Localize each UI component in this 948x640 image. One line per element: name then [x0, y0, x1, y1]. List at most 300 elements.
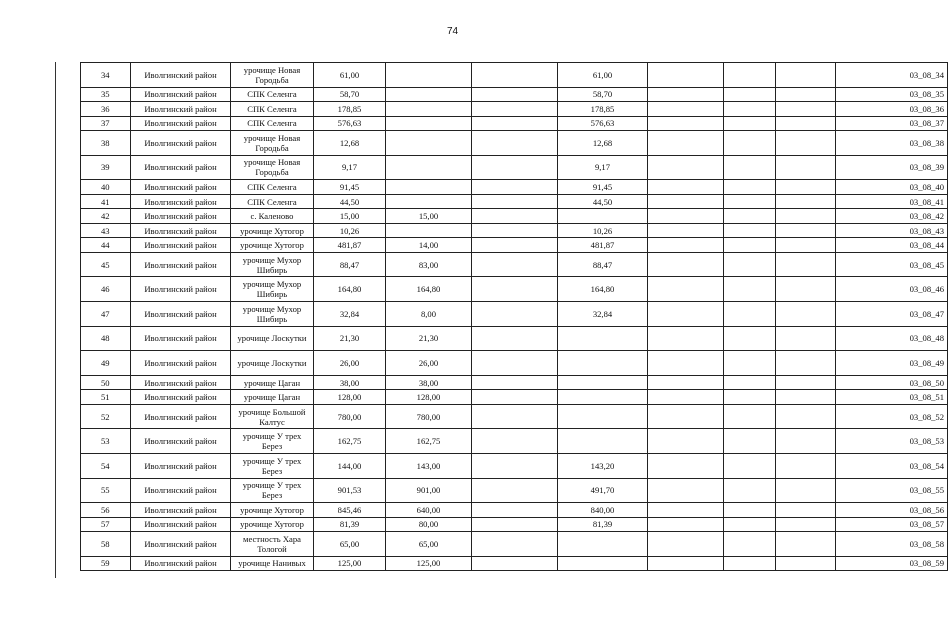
total-area: 901,53	[314, 478, 386, 503]
area-col-4	[648, 404, 724, 429]
area-col-3: 576,63	[558, 116, 648, 131]
area-col-1: 901,00	[386, 478, 472, 503]
area-col-3: 88,47	[558, 252, 648, 277]
plot-code: 03_08_37	[836, 116, 948, 131]
area-col-1	[386, 155, 472, 180]
area-col-6	[776, 390, 836, 405]
area-col-4	[648, 155, 724, 180]
area-col-3: 9,17	[558, 155, 648, 180]
area-col-6	[776, 277, 836, 302]
area-col-6	[776, 116, 836, 131]
table-row	[81, 131, 948, 156]
area-col-2	[472, 556, 558, 571]
plot-code: 03_08_44	[836, 238, 948, 253]
area-col-2	[472, 532, 558, 557]
row-number: 42	[81, 209, 131, 224]
place-name: урочище Мухор Шибирь	[231, 301, 314, 326]
area-col-2	[472, 252, 558, 277]
area-col-1: 65,00	[386, 532, 472, 557]
area-col-6	[776, 63, 836, 88]
page-number: 74	[446, 26, 459, 37]
plot-code: 03_08_40	[836, 180, 948, 195]
area-col-5	[724, 301, 776, 326]
area-col-6	[776, 375, 836, 390]
table-body	[81, 63, 948, 571]
area-col-5	[724, 503, 776, 518]
area-col-4	[648, 102, 724, 117]
table-row	[81, 223, 948, 238]
area-col-1: 14,00	[386, 238, 472, 253]
area-col-5	[724, 102, 776, 117]
row-number: 53	[81, 429, 131, 454]
table-row	[81, 155, 948, 180]
area-col-6	[776, 351, 836, 376]
table-row	[81, 87, 948, 102]
district-name: Иволгинский район	[131, 131, 231, 156]
area-col-3	[558, 209, 648, 224]
place-name: урочище Хутогор	[231, 517, 314, 532]
area-col-4	[648, 503, 724, 518]
row-number: 35	[81, 87, 131, 102]
area-col-3	[558, 532, 648, 557]
area-col-3	[558, 351, 648, 376]
row-number: 48	[81, 326, 131, 351]
area-col-5	[724, 223, 776, 238]
area-col-2	[472, 478, 558, 503]
area-col-1: 164,80	[386, 277, 472, 302]
area-col-1	[386, 87, 472, 102]
table-row	[81, 351, 948, 376]
district-name: Иволгинский район	[131, 194, 231, 209]
plot-code: 03_08_50	[836, 375, 948, 390]
plot-code: 03_08_41	[836, 194, 948, 209]
plot-code: 03_08_47	[836, 301, 948, 326]
area-col-5	[724, 390, 776, 405]
plot-code: 03_08_52	[836, 404, 948, 429]
area-col-2	[472, 277, 558, 302]
area-col-4	[648, 556, 724, 571]
place-name: урочище Новая Городьба	[231, 63, 314, 88]
place-name: местность Хара Тологой	[231, 532, 314, 557]
row-number: 34	[81, 63, 131, 88]
area-col-4	[648, 223, 724, 238]
area-col-4	[648, 478, 724, 503]
area-col-4	[648, 63, 724, 88]
area-col-5	[724, 155, 776, 180]
place-name: с. Каленово	[231, 209, 314, 224]
area-col-2	[472, 517, 558, 532]
area-col-4	[648, 277, 724, 302]
district-name: Иволгинский район	[131, 532, 231, 557]
area-col-2	[472, 429, 558, 454]
total-area: 44,50	[314, 194, 386, 209]
area-col-1: 780,00	[386, 404, 472, 429]
place-name: СПК Селенга	[231, 116, 314, 131]
table-row	[81, 503, 948, 518]
area-col-3: 840,00	[558, 503, 648, 518]
area-col-5	[724, 87, 776, 102]
area-col-3: 12,68	[558, 131, 648, 156]
row-number: 49	[81, 351, 131, 376]
row-number: 43	[81, 223, 131, 238]
area-col-3: 61,00	[558, 63, 648, 88]
table-row	[81, 556, 948, 571]
plot-code: 03_08_42	[836, 209, 948, 224]
area-col-5	[724, 194, 776, 209]
area-col-3: 143,20	[558, 453, 648, 478]
district-name: Иволгинский район	[131, 478, 231, 503]
area-col-4	[648, 238, 724, 253]
area-col-3: 164,80	[558, 277, 648, 302]
area-col-6	[776, 478, 836, 503]
table-row	[81, 390, 948, 405]
area-col-1	[386, 63, 472, 88]
total-area: 845,46	[314, 503, 386, 518]
total-area: 164,80	[314, 277, 386, 302]
area-col-5	[724, 517, 776, 532]
area-col-3: 178,85	[558, 102, 648, 117]
total-area: 26,00	[314, 351, 386, 376]
district-name: Иволгинский район	[131, 404, 231, 429]
place-name: урочище Нанивых	[231, 556, 314, 571]
place-name: урочище Большой Калтус	[231, 404, 314, 429]
table-row	[81, 404, 948, 429]
area-col-2	[472, 326, 558, 351]
area-col-5	[724, 375, 776, 390]
district-name: Иволгинский район	[131, 326, 231, 351]
district-name: Иволгинский район	[131, 116, 231, 131]
plot-code: 03_08_43	[836, 223, 948, 238]
table-row	[81, 517, 948, 532]
place-name: СПК Селенга	[231, 102, 314, 117]
place-name: урочище Новая Городьба	[231, 131, 314, 156]
area-col-4	[648, 351, 724, 376]
row-number: 46	[81, 277, 131, 302]
area-col-3	[558, 429, 648, 454]
area-col-6	[776, 556, 836, 571]
area-col-5	[724, 277, 776, 302]
area-col-2	[472, 223, 558, 238]
row-number: 41	[81, 194, 131, 209]
row-number: 45	[81, 252, 131, 277]
plot-code: 03_08_56	[836, 503, 948, 518]
area-col-6	[776, 194, 836, 209]
district-name: Иволгинский район	[131, 155, 231, 180]
plot-code: 03_08_38	[836, 131, 948, 156]
area-col-6	[776, 532, 836, 557]
area-col-3: 10,26	[558, 223, 648, 238]
area-col-1	[386, 131, 472, 156]
plot-code: 03_08_48	[836, 326, 948, 351]
district-name: Иволгинский район	[131, 517, 231, 532]
area-col-1: 162,75	[386, 429, 472, 454]
plot-code: 03_08_39	[836, 155, 948, 180]
area-col-3	[558, 390, 648, 405]
area-col-6	[776, 301, 836, 326]
total-area: 128,00	[314, 390, 386, 405]
total-area: 576,63	[314, 116, 386, 131]
area-col-1: 640,00	[386, 503, 472, 518]
plot-code: 03_08_58	[836, 532, 948, 557]
district-name: Иволгинский район	[131, 102, 231, 117]
area-col-4	[648, 453, 724, 478]
plot-code: 03_08_53	[836, 429, 948, 454]
district-name: Иволгинский район	[131, 556, 231, 571]
area-col-5	[724, 429, 776, 454]
area-col-4	[648, 116, 724, 131]
area-col-5	[724, 209, 776, 224]
table-row	[81, 116, 948, 131]
district-name: Иволгинский район	[131, 503, 231, 518]
row-number: 51	[81, 390, 131, 405]
total-area: 144,00	[314, 453, 386, 478]
area-col-2	[472, 375, 558, 390]
area-col-2	[472, 180, 558, 195]
area-col-5	[724, 63, 776, 88]
area-col-2	[472, 453, 558, 478]
plot-code: 03_08_49	[836, 351, 948, 376]
row-number: 39	[81, 155, 131, 180]
district-name: Иволгинский район	[131, 63, 231, 88]
row-number: 57	[81, 517, 131, 532]
area-col-4	[648, 131, 724, 156]
plot-code: 03_08_34	[836, 63, 948, 88]
district-name: Иволгинский район	[131, 277, 231, 302]
district-name: Иволгинский район	[131, 351, 231, 376]
area-col-4	[648, 301, 724, 326]
area-col-6	[776, 209, 836, 224]
district-name: Иволгинский район	[131, 390, 231, 405]
place-name: урочище Хутогор	[231, 503, 314, 518]
place-name: урочище У трех Берез	[231, 478, 314, 503]
total-area: 65,00	[314, 532, 386, 557]
district-name: Иволгинский район	[131, 453, 231, 478]
area-col-4	[648, 517, 724, 532]
area-col-5	[724, 404, 776, 429]
area-col-2	[472, 63, 558, 88]
area-col-3: 58,70	[558, 87, 648, 102]
place-name: урочище У трех Берез	[231, 453, 314, 478]
area-col-6	[776, 223, 836, 238]
district-name: Иволгинский район	[131, 375, 231, 390]
area-col-2	[472, 209, 558, 224]
district-name: Иволгинский район	[131, 180, 231, 195]
table-row	[81, 63, 948, 88]
area-col-1: 8,00	[386, 301, 472, 326]
row-number: 55	[81, 478, 131, 503]
area-col-2	[472, 87, 558, 102]
total-area: 125,00	[314, 556, 386, 571]
area-col-2	[472, 131, 558, 156]
area-col-6	[776, 180, 836, 195]
area-col-5	[724, 556, 776, 571]
area-col-1: 128,00	[386, 390, 472, 405]
place-name: СПК Селенга	[231, 180, 314, 195]
area-col-2	[472, 503, 558, 518]
district-name: Иволгинский район	[131, 238, 231, 253]
plot-code: 03_08_54	[836, 453, 948, 478]
total-area: 58,70	[314, 87, 386, 102]
plot-code: 03_08_36	[836, 102, 948, 117]
table-row	[81, 194, 948, 209]
row-number: 54	[81, 453, 131, 478]
area-col-4	[648, 326, 724, 351]
table-row	[81, 209, 948, 224]
plot-code: 03_08_59	[836, 556, 948, 571]
area-col-5	[724, 238, 776, 253]
place-name: СПК Селенга	[231, 194, 314, 209]
district-name: Иволгинский район	[131, 301, 231, 326]
area-col-5	[724, 116, 776, 131]
table-row	[81, 301, 948, 326]
table-row	[81, 453, 948, 478]
area-col-1	[386, 223, 472, 238]
place-name: урочище Цаган	[231, 375, 314, 390]
total-area: 21,30	[314, 326, 386, 351]
plot-code: 03_08_55	[836, 478, 948, 503]
row-number: 52	[81, 404, 131, 429]
area-col-1: 143,00	[386, 453, 472, 478]
area-col-6	[776, 131, 836, 156]
row-number: 37	[81, 116, 131, 131]
area-col-2	[472, 238, 558, 253]
row-number: 59	[81, 556, 131, 571]
table-row	[81, 238, 948, 253]
area-col-1	[386, 102, 472, 117]
area-col-1: 21,30	[386, 326, 472, 351]
row-number: 58	[81, 532, 131, 557]
land-plots-table	[80, 62, 948, 571]
area-col-1: 83,00	[386, 252, 472, 277]
area-col-1: 26,00	[386, 351, 472, 376]
table-row	[81, 429, 948, 454]
area-col-4	[648, 194, 724, 209]
area-col-3: 481,87	[558, 238, 648, 253]
place-name: урочище Цаган	[231, 390, 314, 405]
area-col-4	[648, 390, 724, 405]
table-row	[81, 102, 948, 117]
total-area: 38,00	[314, 375, 386, 390]
district-name: Иволгинский район	[131, 252, 231, 277]
total-area: 81,39	[314, 517, 386, 532]
place-name: урочище У трех Берез	[231, 429, 314, 454]
plot-code: 03_08_45	[836, 252, 948, 277]
area-col-3: 32,84	[558, 301, 648, 326]
total-area: 15,00	[314, 209, 386, 224]
area-col-3: 91,45	[558, 180, 648, 195]
area-col-5	[724, 351, 776, 376]
area-col-4	[648, 180, 724, 195]
area-col-1: 80,00	[386, 517, 472, 532]
area-col-6	[776, 429, 836, 454]
area-col-4	[648, 429, 724, 454]
area-col-2	[472, 116, 558, 131]
place-name: урочище Лоскутки	[231, 351, 314, 376]
area-col-2	[472, 404, 558, 429]
total-area: 162,75	[314, 429, 386, 454]
table-row	[81, 375, 948, 390]
total-area: 10,26	[314, 223, 386, 238]
row-number: 56	[81, 503, 131, 518]
area-col-6	[776, 326, 836, 351]
area-col-5	[724, 180, 776, 195]
area-col-4	[648, 532, 724, 557]
area-col-1: 38,00	[386, 375, 472, 390]
area-col-1	[386, 116, 472, 131]
total-area: 481,87	[314, 238, 386, 253]
area-col-5	[724, 453, 776, 478]
table-row	[81, 277, 948, 302]
area-col-1: 15,00	[386, 209, 472, 224]
district-name: Иволгинский район	[131, 87, 231, 102]
area-col-6	[776, 102, 836, 117]
area-col-4	[648, 87, 724, 102]
total-area: 32,84	[314, 301, 386, 326]
row-number: 36	[81, 102, 131, 117]
area-col-5	[724, 532, 776, 557]
area-col-5	[724, 252, 776, 277]
total-area: 178,85	[314, 102, 386, 117]
place-name: СПК Селенга	[231, 87, 314, 102]
area-col-4	[648, 252, 724, 277]
total-area: 9,17	[314, 155, 386, 180]
area-col-2	[472, 351, 558, 376]
total-area: 61,00	[314, 63, 386, 88]
area-col-3: 491,70	[558, 478, 648, 503]
area-col-4	[648, 375, 724, 390]
total-area: 780,00	[314, 404, 386, 429]
place-name: урочище Лоскутки	[231, 326, 314, 351]
total-area: 88,47	[314, 252, 386, 277]
area-col-4	[648, 209, 724, 224]
area-col-6	[776, 252, 836, 277]
area-col-6	[776, 453, 836, 478]
area-col-3	[558, 375, 648, 390]
table-row	[81, 180, 948, 195]
place-name: урочище Хутогор	[231, 223, 314, 238]
area-col-1	[386, 194, 472, 209]
total-area: 91,45	[314, 180, 386, 195]
area-col-6	[776, 155, 836, 180]
area-col-6	[776, 404, 836, 429]
area-col-1: 125,00	[386, 556, 472, 571]
table-row	[81, 252, 948, 277]
row-number: 38	[81, 131, 131, 156]
place-name: урочище Мухор Шибирь	[231, 277, 314, 302]
area-col-2	[472, 390, 558, 405]
area-col-2	[472, 155, 558, 180]
area-col-3	[558, 404, 648, 429]
area-col-2	[472, 194, 558, 209]
row-number: 44	[81, 238, 131, 253]
area-col-6	[776, 238, 836, 253]
total-area: 12,68	[314, 131, 386, 156]
area-col-3: 81,39	[558, 517, 648, 532]
area-col-6	[776, 87, 836, 102]
plot-code: 03_08_46	[836, 277, 948, 302]
place-name: урочище Мухор Шибирь	[231, 252, 314, 277]
margin-line	[55, 62, 56, 578]
table-row	[81, 532, 948, 557]
district-name: Иволгинский район	[131, 223, 231, 238]
area-col-5	[724, 131, 776, 156]
place-name: урочище Хутогор	[231, 238, 314, 253]
row-number: 50	[81, 375, 131, 390]
area-col-3: 44,50	[558, 194, 648, 209]
area-col-3	[558, 556, 648, 571]
area-col-3	[558, 326, 648, 351]
place-name: урочище Новая Городьба	[231, 155, 314, 180]
